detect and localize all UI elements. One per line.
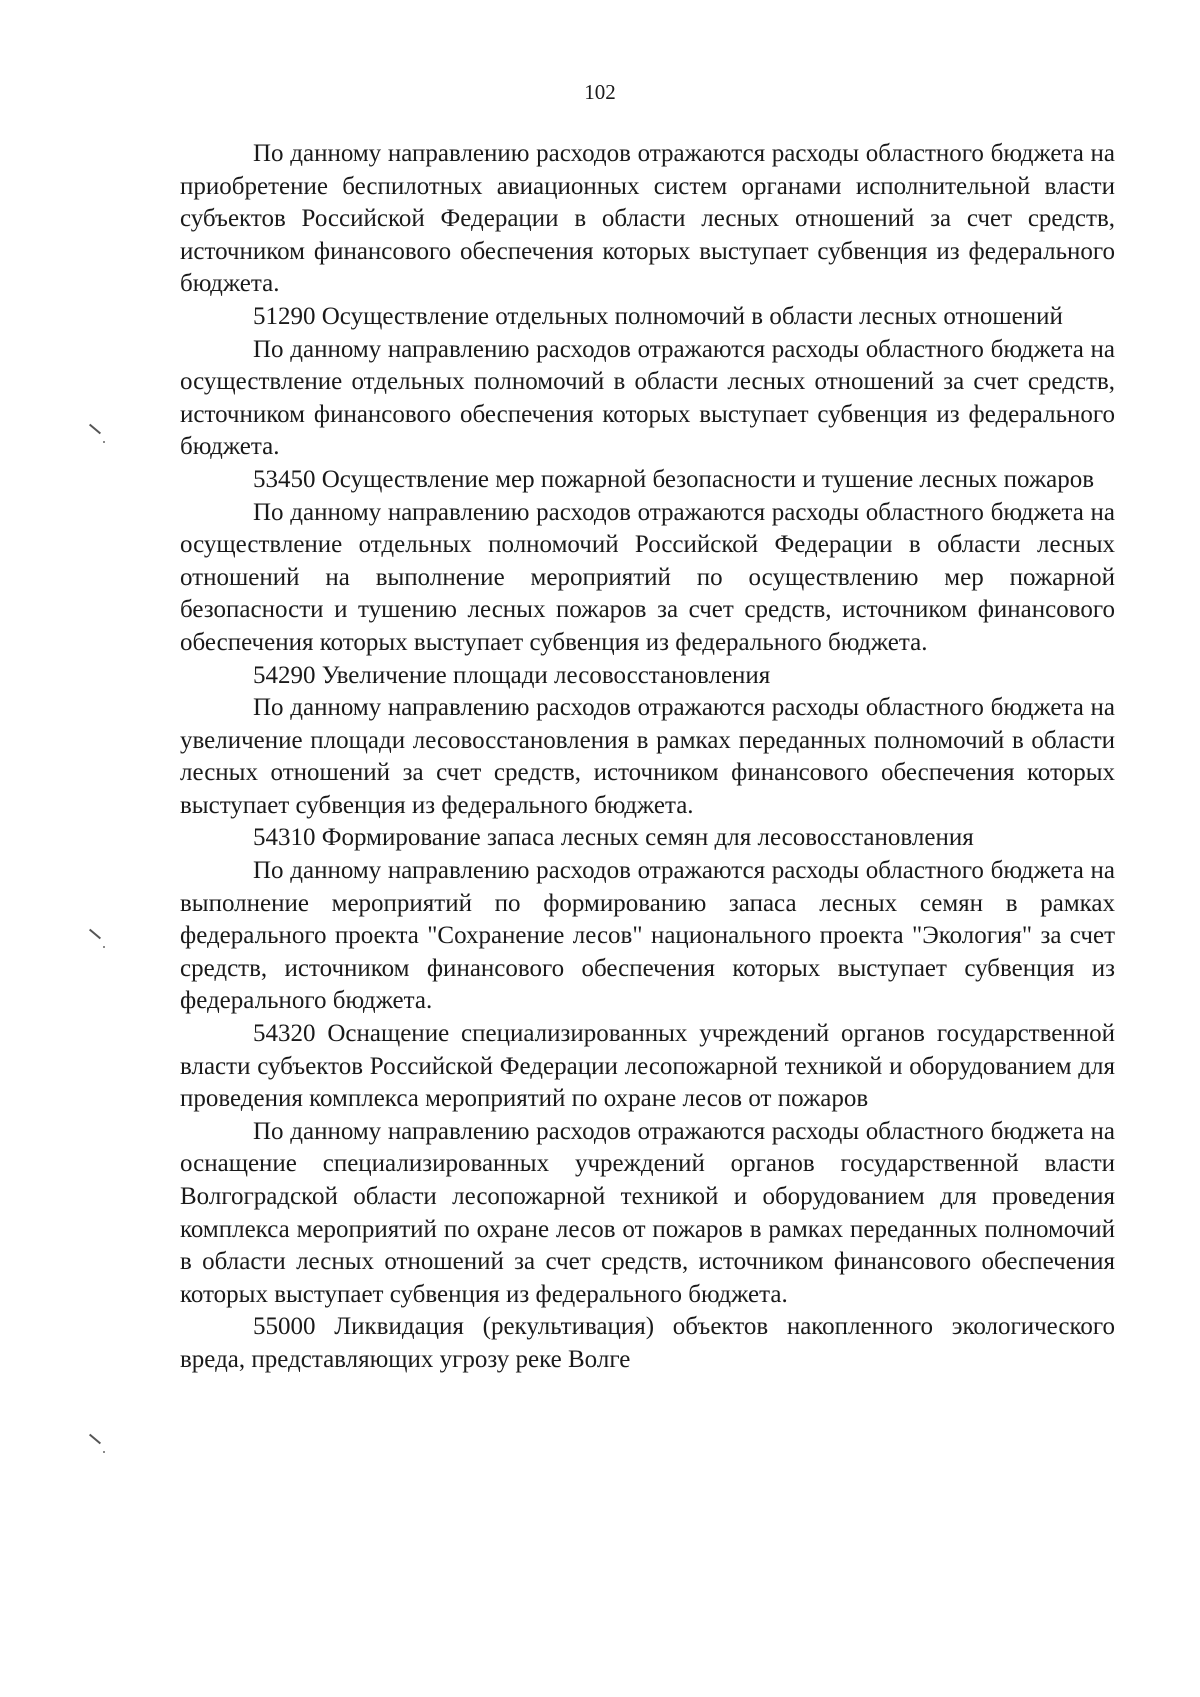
paragraph-body: По данному направлению расходов отражаются расходы областного бюджета на выполнение мероприятий по формированию запаса лесных семян в рамках федерального проекта "Сохранение лесов" национального проекта "Экология" за счет средств, источником финансового обеспечения которых выступает субвенция из федерального бюджета.	[180, 857, 1115, 1015]
paragraph-body: По данному направлению расходов отражаются расходы областного бюджета на увеличение площади лесовосстановления в рамках переданных полномочий в области лесных отношений за счет средств, источником финансового обеспечения которых выступает субвенция из федерального бюджета.	[180, 694, 1115, 819]
scan-mark	[89, 424, 101, 435]
paragraph-heading: 54290 Увеличение площади лесовосстановления	[253, 661, 771, 689]
paragraph-body: По данному направлению расходов отражаются расходы областного бюджета на осуществление отдельных полномочий Российской Федерации в области лесных отношений на выполнение мероприятий по осуществлению мер пожарной безопасности и тушению лесных пожаров за счет средств, источником финансового обеспечения которых выступает субвенция из федерального бюджета.	[180, 498, 1115, 656]
scan-dot	[103, 441, 105, 443]
page-number: 102	[584, 80, 616, 104]
paragraph-body: По данному направлению расходов отражаются расходы областного бюджета на осуществление отдельных полномочий в области лесных отношений за счет средств, источником финансового обеспечения которых выступает субвенция из федерального бюджета.	[180, 335, 1115, 461]
paragraph-body: По данному направлению расходов отражаются расходы областного бюджета на оснащение специализированных учреждений органов государственной власти Волгоградской области лесопожарной техникой и оборудованием для проведения комплекса мероприятий по охране лесов от пожаров в рамках переданных полномочий в области лесных отношений за счет средств, источником финансового обеспечения которых выступает субвенция из федерального бюджета.	[180, 1117, 1115, 1308]
scan-dot	[103, 1451, 105, 1453]
paragraph-heading: 54310 Формирование запаса лесных семян для лесовосстановления	[253, 824, 974, 852]
scan-mark	[89, 929, 101, 940]
paragraph-heading: 53450 Осуществление мер пожарной безопасности и тушение лесных пожаров	[253, 465, 1095, 493]
paragraph-heading: 54320 Оснащение специализированных учреждений органов государственной власти субъектов Российской Федерации лесопожарной техникой и оборудованием для проведения комплекса мероприятий по охране лесов от пожаров	[180, 1020, 1115, 1113]
document-body	[180, 138, 1115, 1377]
paragraph-body: По данному направлению расходов отражаются расходы областного бюджета на приобретение беспилотных авиационных систем органами исполнительной власти субъектов Российской Федерации в области лесных отношений за счет средств, источником финансового обеспечения которых выступает субвенция из федерального бюджета.	[180, 140, 1115, 298]
scan-mark	[89, 1434, 101, 1445]
paragraph-heading: 51290 Осуществление отдельных полномочий в области лесных отношений	[253, 302, 1063, 330]
paragraph-heading: 55000 Ликвидация (рекультивация) объектов накопленного экологического вреда, представляющих угрозу реке Волге	[180, 1313, 1115, 1373]
scan-dot	[103, 946, 105, 948]
